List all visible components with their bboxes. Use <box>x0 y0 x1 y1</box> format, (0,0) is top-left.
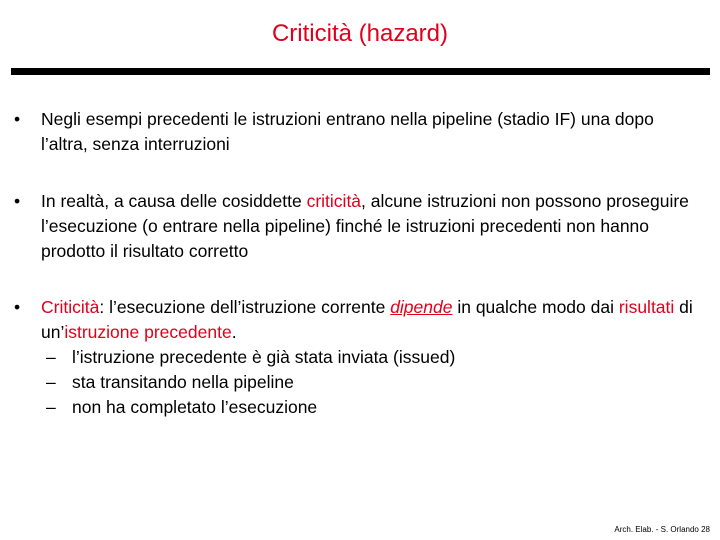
highlight-istruzione-precedente: istruzione precedente <box>64 322 232 342</box>
sub-item-3 <box>41 395 704 420</box>
text-segment: : l’esecuzione dell’istruzione corrente <box>99 297 391 317</box>
dash-marker: – <box>46 372 56 392</box>
dash-marker: – <box>46 397 56 417</box>
sub-item-text: l’istruzione precedente è già stata inviata (issued) <box>72 347 456 367</box>
bullet-text <box>41 295 704 420</box>
bullet-marker: • <box>14 297 21 317</box>
text-segment: In realtà, a causa delle cosiddette <box>41 191 307 211</box>
bullet-text: Negli esempi precedenti le istruzioni entrano nella pipeline (stadio IF) una dopo l’altra, senza interruzioni <box>41 109 654 154</box>
term-criticita: Criticità <box>41 297 100 317</box>
slide-footer: Arch. Elab. - S. Orlando 28 <box>614 525 710 534</box>
slide-title: Criticità (hazard) <box>271 20 449 47</box>
bullet-marker: • <box>14 191 21 211</box>
text-segment: , alcune istruzioni non possono proseguire l’esecuzione (o entrare nella pipeline) finché le istruzioni precedenti non hanno prodotto il risultato corretto <box>41 191 689 261</box>
bullet-text <box>41 189 704 264</box>
dash-marker: – <box>46 347 56 367</box>
sub-item-1 <box>41 345 704 370</box>
title-divider <box>11 68 710 75</box>
text-segment: . <box>231 322 237 342</box>
sub-item-text: non ha completato l’esecuzione <box>72 397 318 417</box>
highlight-criticita: criticità <box>306 191 362 211</box>
text-segment: in qualche modo dai <box>452 297 619 317</box>
sub-item-text: sta transitando nella pipeline <box>72 372 294 392</box>
text-segment: di un’ <box>41 297 693 342</box>
bullet-marker: • <box>14 109 21 129</box>
sub-item-2 <box>41 370 704 395</box>
highlight-risultati: risultati <box>618 297 675 317</box>
emphasis-dipende: dipende <box>390 297 453 317</box>
